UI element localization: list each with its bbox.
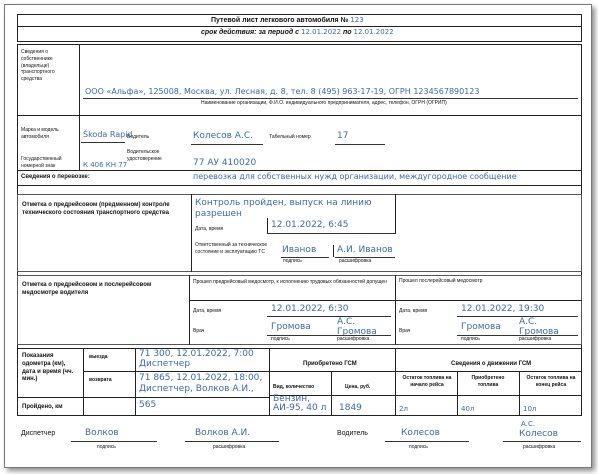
pre-decode-caption: расшифровка — [337, 336, 370, 342]
license-label: Водительское удостоверение — [127, 149, 162, 162]
form-number: 123 — [350, 16, 364, 24]
footer-driver-decode-caption: расшифровка — [523, 444, 556, 450]
post-doctor-sig: Громова — [461, 322, 501, 332]
tab-underline — [335, 144, 385, 145]
owner-value: ООО «Альфа», 125008, Москва, ул. Лесная, д. 8, тел. 8 (495) 963-17-19, ОГРН 1234567890123 — [85, 87, 480, 96]
model-label: Марка и модель автомобиля — [21, 127, 59, 140]
transport-value: перевозка для собственных нужд организации, междугородное сообщение — [193, 172, 517, 181]
date-from: 12.01.2022 — [300, 28, 342, 36]
fuel-movement-title: Сведения о движении ГСМ — [451, 361, 532, 367]
distance-label: Пройдено, км — [22, 404, 63, 410]
fuel-start-value: 2л — [399, 405, 408, 413]
date-to: 12.01.2022 — [353, 28, 394, 36]
pre-date-value: 12.01.2022, 6:30 — [271, 304, 349, 314]
tech-date-label: Дата, время — [195, 226, 224, 232]
plate-label: Государственный номерной знак — [21, 156, 62, 169]
tech-date-tick — [267, 218, 268, 233]
tech-resp-decoded: А.И. Иванов — [337, 245, 393, 255]
fuel-col-bought: Приобретено топлива — [471, 375, 505, 388]
vehicle-divider — [79, 115, 80, 170]
tech-date-value: 12.01.2022, 6:45 — [271, 220, 349, 230]
pre-doctor-sig: Громова — [271, 322, 311, 332]
pre-doctor-label: Врач — [193, 328, 205, 334]
pre-medical-label: Прошел предрейсовый медосмотр, к исполнению трудовых обязанностей допущен — [193, 279, 387, 285]
tech-sig-tick — [333, 245, 334, 257]
distance-value: 565 — [139, 400, 157, 410]
medical-mid-divider — [395, 275, 396, 345]
tech-status: Контроль пройден, выпуск на линию разрешен — [195, 198, 372, 219]
row-divider — [17, 115, 582, 116]
fuel-bought-value: 40л — [461, 405, 475, 413]
fuel-purchased-title: Приобретено ГСМ — [303, 361, 357, 367]
footer-driver-label: Водитель — [337, 430, 368, 437]
post-sig-caption: подпись — [461, 336, 480, 342]
post-doctor-label: Врач — [399, 328, 411, 334]
footer-dispatcher-decode-caption: расшифровка — [213, 444, 246, 450]
fuel-price-value: 1849 — [339, 403, 362, 413]
fuel-col-price: Цена, руб. — [345, 384, 371, 390]
fuel-col-divider — [395, 348, 396, 416]
pre-date-underline — [267, 316, 391, 317]
pre-date-label: Дата, время — [193, 308, 222, 314]
fuel-header-line — [269, 371, 582, 372]
footer-dispatcher-sig: Волков — [85, 428, 119, 438]
tab-value: 17 — [337, 131, 349, 141]
transport-label: Сведения о перевозке: — [21, 174, 90, 180]
medical-row-divider — [189, 300, 582, 301]
license-value: 77 АУ 410020 — [193, 158, 257, 168]
fuel-divider — [269, 348, 270, 416]
footer-dispatcher-label: Диспетчер — [21, 430, 56, 437]
odometer-out-who: Диспетчер — [139, 359, 191, 369]
pre-sig-caption: подпись — [271, 336, 290, 342]
pre-doctor-decoded: А.С. Громова — [337, 317, 377, 337]
odometer-ret-who: Диспетчер, Волков А.И., — [139, 384, 254, 394]
plate-value: К 406 КН 77 — [83, 161, 128, 169]
tech-date-underline — [267, 233, 395, 234]
fuel-col-end: Остаток топлива на конец рейса — [526, 375, 576, 388]
tech-sig-caption: подпись — [283, 258, 302, 264]
fuel-col-start: Остаток топлива на начало рейса — [402, 375, 452, 388]
tech-resp-sig: Иванов — [282, 245, 317, 255]
fuel-col-kind: Вид, количество — [273, 384, 315, 390]
footer-driver-decoded-line — [503, 441, 581, 442]
tech-decode-caption: расшифровка — [339, 258, 372, 264]
header-divider — [17, 26, 582, 27]
post-date-underline — [457, 316, 578, 317]
footer-driver-sig: Колесов — [401, 428, 440, 438]
medical-label: Отметка о предрейсовом и послерейсовом медосмотре водителя — [22, 282, 152, 297]
post-doctor-decoded: А.С. Громова — [519, 317, 559, 337]
post-medical-label: Прошел послерейсовый медосмотр — [399, 278, 483, 284]
fuel-col-divider — [519, 371, 520, 416]
driver-value: Колесов А.С. — [193, 131, 253, 141]
odometer-top-line — [17, 348, 582, 349]
tab-label: Табельный номер — [269, 134, 311, 140]
footer-dispatcher-sig-caption: подпись — [97, 444, 116, 450]
waybill-form — [4, 4, 592, 468]
odometer-row-line — [83, 371, 269, 372]
footer-driver-sig-caption: подпись — [409, 444, 428, 450]
odometer-out-label: выезда — [89, 354, 108, 360]
footer-dispatcher-sig-line — [71, 441, 157, 442]
footer-driver-sig-line — [385, 441, 469, 442]
fuel-end-value: 10л — [523, 405, 537, 413]
odometer-ret-label: возврата — [89, 377, 112, 383]
odometer-divider — [83, 348, 84, 416]
odometer-out-value: 71 300, 12.01.2022, 7:00 — [139, 349, 254, 359]
row-divider — [17, 170, 582, 171]
footer-driver-decoded-top: А.С. — [521, 420, 536, 428]
footer-driver-decoded: Колесов — [519, 429, 558, 439]
tech-label: Отметка о предрейсовом (предменном) контроле технического состояния транспортного средства — [22, 202, 170, 217]
post-date-value: 12.01.2022, 19:30 — [461, 304, 545, 314]
post-date-label: Дата, время — [399, 308, 428, 314]
tech-resp-label: Ответственный за техническое состояние и эксплуатацию ТС — [195, 242, 268, 255]
driver-underline — [191, 144, 263, 145]
owner-underline — [83, 98, 578, 99]
driver-label: Водитель — [127, 134, 150, 140]
medical-divider — [189, 275, 190, 345]
owner-divider — [79, 44, 80, 115]
owner-label: Сведения о собственнике (владельце) транспортного средства — [21, 49, 55, 82]
fuel-col-divider — [457, 371, 458, 416]
model-value: Škoda Rapid — [83, 130, 133, 139]
footer-dispatcher-decoded: Волков А.И. — [195, 428, 251, 438]
tech-right-divider — [395, 194, 396, 234]
post-decode-caption: расшифровка — [519, 336, 552, 342]
model-underline — [81, 142, 125, 143]
odometer-row-line — [17, 397, 269, 398]
form-title: Путевой лист легкового автомобиля № 123 — [211, 16, 364, 24]
odometer-ret-value: 71 865, 12.01.2022, 18:00, — [139, 373, 263, 383]
footer-dispatcher-decoded-line — [185, 441, 279, 442]
odometer-label: Показания одометра (км), дата и время (чч. мин.) — [22, 353, 74, 383]
odometer-value-divider — [135, 348, 136, 416]
fuel-col-divider — [331, 371, 332, 416]
owner-caption: Наименование организации, Ф.И.О. индивидуального предпринимателя, адрес, телефон, ОГРН (ОГРИП) — [201, 100, 447, 106]
period-line: срок действия: за период с 12.01.2022 по 12.01.2022 — [201, 28, 394, 36]
row-divider — [17, 185, 582, 186]
fuel-kind-value: Бензин, АИ-95, 40 л — [273, 394, 327, 414]
tech-divider — [191, 194, 192, 272]
